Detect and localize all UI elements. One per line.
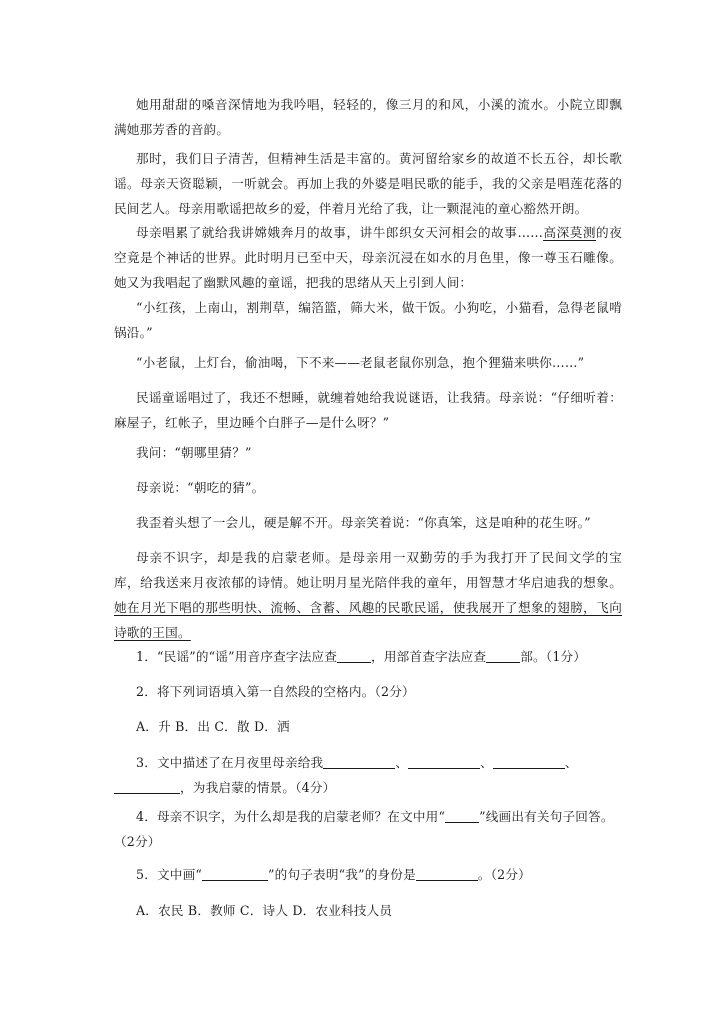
question-4 (114, 804, 622, 854)
question-2: 2．将下列词语填入第一自然段的空格内。（2分） (136, 684, 415, 699)
answer-blank[interactable] (493, 754, 565, 769)
paragraph-peanut: 我歪着头想了一会儿，硬是解不开。母亲笑着说：“你真笨，这是咱种的花生呀。” (136, 515, 591, 530)
question-3-comma: ， (180, 780, 193, 795)
answer-blank[interactable] (486, 648, 520, 663)
answer-blank[interactable] (337, 648, 371, 663)
underlined-phrase: 高深莫测 (543, 225, 597, 240)
question-5-text-a: 5．文中画“ (136, 867, 203, 882)
paragraph-3-part-a: 母亲唱累了就给我讲嫦娥奔月的故事，讲牛郎织女天河相会的故事…… (136, 225, 544, 240)
dialogue-answer: 母亲说：“朝吃的猜”。 (136, 480, 265, 495)
question-4-text-b: ”线画出有关句子回答。（2分） (114, 809, 614, 849)
paragraph-final-part-a: 母亲不识字，却是我的启蒙老师。是母亲用一双勤劳的手为我打开了民间文学的宝库，给我送来月夜浓郁的诗情。她让明月星光陪伴我的童年，用智慧才华启迪我的想象。 (114, 550, 622, 590)
question-5-text-c: 。（2分） (477, 867, 531, 882)
question-2-options: A．升 B．出 C．散 D．洒 (136, 719, 290, 734)
answer-blank[interactable] (416, 866, 478, 881)
question-3-text-a: 3．文中描述了在月夜里母亲给我 (136, 755, 324, 770)
question-4-text-a: 4．母亲不识字，为什么却是我的启蒙老师？在文中用“ (136, 809, 446, 824)
answer-blank[interactable] (114, 779, 180, 794)
rhyme-1: “小红孩，上南山，割荆草，编箔篮，筛大米，做干饭。小狗吃，小猫看，急得老鼠啃锅沿。” (114, 300, 622, 340)
answer-blank[interactable] (323, 754, 395, 769)
question-1 (114, 644, 622, 669)
line-sample-blank (445, 808, 479, 823)
question-1-text-c: 部。（1分） (520, 649, 587, 664)
question-5-text-b: ”的句子表明“我”的身份是 (268, 867, 416, 882)
dialogue-question: 我问：“朝哪里猜？” (136, 445, 252, 460)
paragraph-3-part-b: 的夜空竟是个神话的世界。此时明月已至中天，母亲沉浸在如水的月色里，像一尊玉石雕像。她又为我唱起了幽默风趣的童谣，把我的思绪从天上引到人间： (114, 225, 622, 290)
paragraph-final (114, 545, 622, 645)
question-1-text-b: ，用部首查字法应查 (371, 649, 487, 664)
paragraph-riddle: 民谣童谣唱过了，我还不想睡，就缠着她给我说谜语，让我猜。母亲说：“仔细听着：麻屋子，红帐子，里边睡个白胖子—是什么呀？” (114, 390, 622, 430)
separator: 、 (480, 755, 493, 770)
underlined-sentence: 她在月光下唱的那些明快、流畅、含蓄、风趣的民歌民谣，使我展开了想象的翅膀，飞向诗歌的王国。 (114, 600, 622, 640)
paragraph-1: 她用甜甜的嗓音深情地为我吟唱，轻轻的，像三月的和风，小溪的流水。小院立即飘满她那芳香的音韵。 (114, 97, 622, 137)
paragraph-2: 那时，我们日子清苦，但精神生活是丰富的。黄河留给家乡的故道不长五谷，却长歌谣。母亲天资聪颖，一听就会。再加上我的外婆是唱民歌的能手，我的父亲是唱莲花落的民间艺人。母亲用歌谣把故乡的爱，伴着月光给了我，让一颗混沌的童心豁然开朗。 (114, 151, 622, 216)
question-3-text-c: 为我启蒙的情景。（4分） (192, 780, 336, 795)
answer-blank[interactable] (408, 754, 480, 769)
question-1-text-a: 1．“民谣”的“谣”用音序查字法应查 (136, 649, 338, 664)
paragraph-3 (114, 220, 622, 295)
separator: 、 (395, 755, 409, 770)
question-5 (114, 862, 622, 887)
rhyme-2: “小老鼠，上灯台，偷油喝，下不来——老鼠老鼠你别急，抱个狸猫来哄你……” (136, 355, 585, 370)
separator: 、 (564, 755, 578, 770)
question-3 (114, 750, 622, 800)
question-5-options: A．农民 B．教师 C．诗人 D．农业科技人员 (136, 903, 393, 918)
line-sample-blank (202, 866, 268, 881)
